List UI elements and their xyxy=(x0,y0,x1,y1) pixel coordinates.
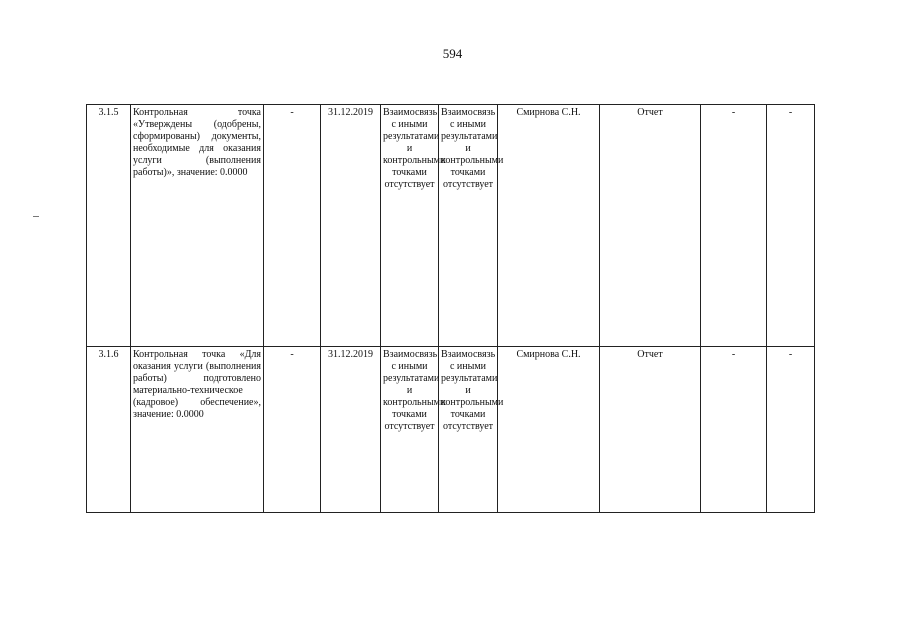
row-start-date: - xyxy=(264,105,321,347)
row-col9: - xyxy=(701,347,767,513)
row-col10: - xyxy=(767,347,815,513)
row-relation-previous: Взаимосвязь с иными результатами и контрольными точками отсутствует xyxy=(381,347,439,513)
row-responsible: Смирнова С.Н. xyxy=(498,105,600,347)
row-relation-next: Взаимосвязь с иными результатами и контрольными точками отсутствует xyxy=(439,347,498,513)
table-row xyxy=(87,347,815,513)
table-row xyxy=(87,105,815,347)
control-points-table xyxy=(86,104,815,513)
row-number: 3.1.6 xyxy=(87,347,131,513)
row-start-date: - xyxy=(264,347,321,513)
row-responsible: Смирнова С.Н. xyxy=(498,347,600,513)
row-document: Отчет xyxy=(600,347,701,513)
row-relation-next: Взаимосвязь с иными результатами и контрольными точками отсутствует xyxy=(439,105,498,347)
row-end-date: 31.12.2019 xyxy=(321,347,381,513)
page-number: 594 xyxy=(442,46,463,61)
row-relation-previous: Взаимосвязь с иными результатами и контрольными точками отсутствует xyxy=(381,105,439,347)
row-col10: - xyxy=(767,105,815,347)
row-number: 3.1.5 xyxy=(87,105,131,347)
row-description: Контрольная точка «Для оказания услуги (выполнения работы) подготовлено материально-техническое (кадровое) обеспечение», значение: 0.0000 xyxy=(131,347,264,513)
row-description: Контрольная точка «Утверждены (одобрены, сформированы) документы, необходимые для оказания услуги (выполнения работы)», значение: 0.0000 xyxy=(131,105,264,347)
scan-mark xyxy=(33,216,39,217)
row-col9: - xyxy=(701,105,767,347)
row-document: Отчет xyxy=(600,105,701,347)
row-end-date: 31.12.2019 xyxy=(321,105,381,347)
